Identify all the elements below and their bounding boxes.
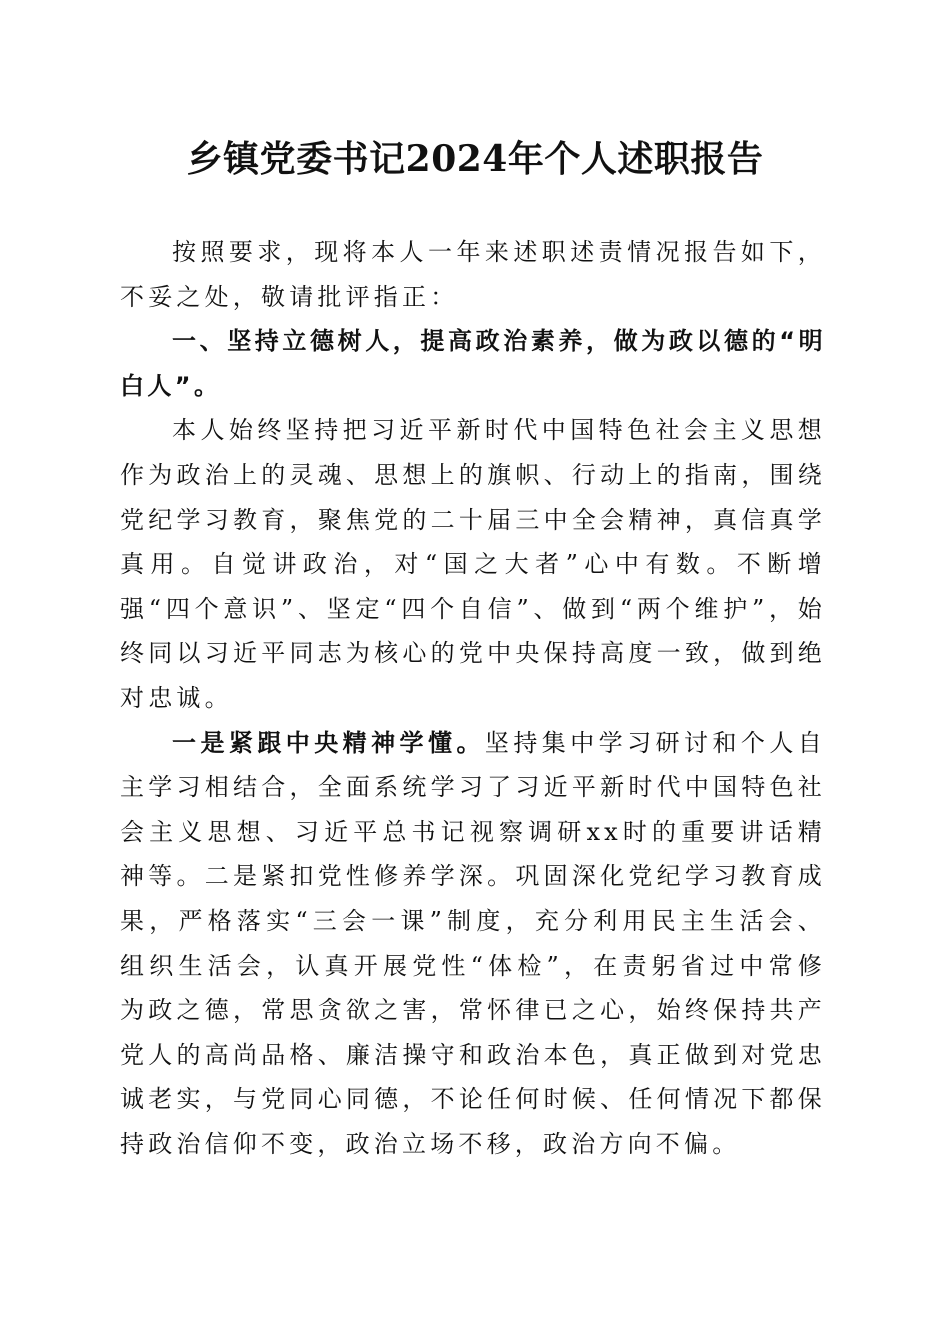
- document-title: 乡镇党委书记2024年个人述职报告: [186, 138, 764, 180]
- section-1-heading: 一、坚持立德树人，提高政治素养，做为政以德的“明白人”。: [120, 327, 826, 400]
- document-body: [120, 230, 826, 1166]
- section-1-paragraph-1: 本人始终坚持把习近平新时代中国特色社会主义思想作为政治上的灵魂、思想上的旗帜、行动上的指南，围绕党纪学习教育，聚焦党的二十届三中全会精神，真信真学真用。自觉讲政治，对“国之大者”心中有数。不断增强“四个意识”、坚定“四个自信”、做到“两个维护”，始终同以习近平同志为核心的党中央保持高度一致，做到绝对忠诚。: [120, 416, 826, 712]
- intro-paragraph: 按照要求，现将本人一年来述职述责情况报告如下，不妥之处，敬请批评指正：: [120, 238, 826, 311]
- section-1-paragraph-2-lead: 一是紧跟中央精神学懂。: [172, 727, 485, 757]
- section-1-paragraph-2: [120, 721, 826, 1167]
- section-1-paragraph-2-body: 坚持集中学习研讨和个人自主学习相结合，全面系统学习了习近平新时代中国特色社会主义思想、习近平总书记视察调研xx时的重要讲话精神等。二是紧扣党性修养学深。巩固深化党纪学习教育成果，严格落实“三会一课”制度，充分利用民主生活会、组织生活会，认真开展党性“体检”，在责躬省过中常修为政之德，常思贪欲之害，常怀律已之心，始终保持共产党人的高尚品格、廉洁操守和政治本色，真正做到对党忠诚老实，与党同心同德，不论任何时候、任何情况下都保持政治信仰不变，政治立场不移，政治方向不偏。: [120, 728, 827, 1158]
